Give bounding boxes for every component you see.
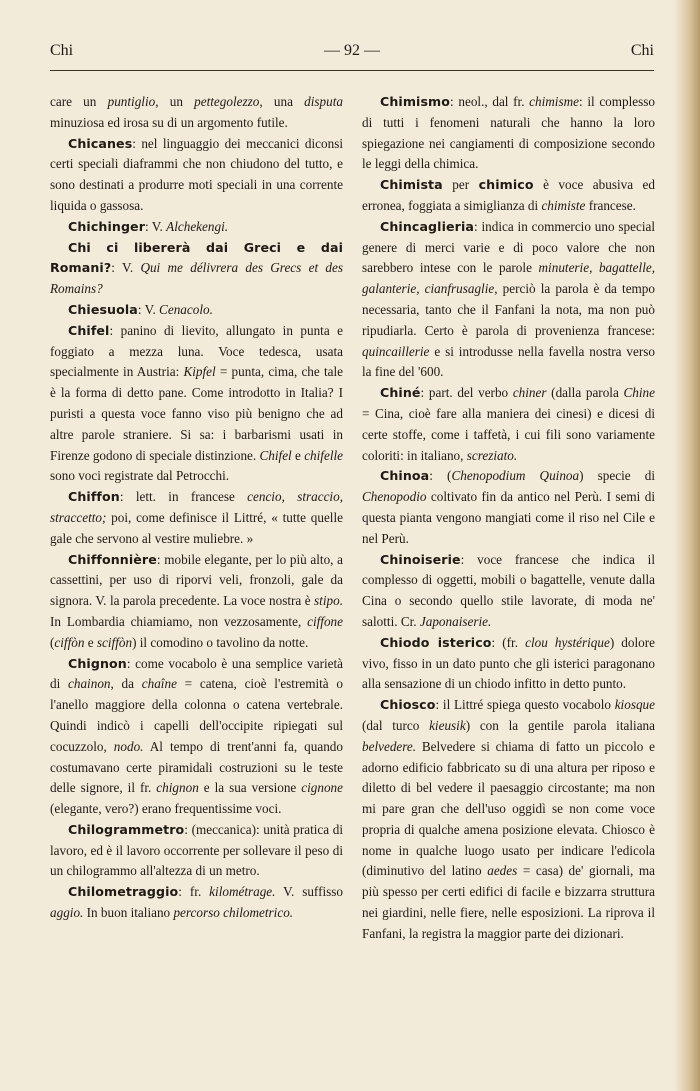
page-number: — 92 — bbox=[324, 42, 380, 59]
entry-text: e bbox=[291, 447, 305, 463]
italic-term: percorso chilometrico. bbox=[173, 905, 294, 921]
dictionary-entry bbox=[50, 238, 343, 300]
entry-text: minuziosa ed irosa su di un argomento futile. bbox=[50, 114, 288, 130]
italic-term: disputa bbox=[304, 94, 343, 109]
italic-term: chaîne bbox=[141, 676, 177, 692]
headword: Chiffon bbox=[68, 489, 120, 505]
dictionary-entry bbox=[50, 654, 343, 820]
entry-text: ) specie di bbox=[579, 468, 655, 484]
entry-text: per bbox=[442, 177, 479, 193]
entry-text: ) il comodino o tavolino da notte. bbox=[132, 634, 309, 650]
headword: Chignon bbox=[68, 655, 127, 671]
italic-term: Chine bbox=[623, 385, 655, 401]
entry-text: , bbox=[339, 489, 343, 505]
entry-text: è voce abusiva ed erronea, foggiata a simiglianza di bbox=[362, 177, 655, 213]
italic-term: stipo. bbox=[314, 593, 343, 609]
entry-text: : (meccanica): unità pratica di lavoro, ed è il lavoro occorrente per sollevare il peso di un chilogrammo all'altezza di un metro. bbox=[50, 821, 343, 879]
entry-text: : voce francese che indica il complesso di oggetti, mobili o bagattelle, venute dalla Cina o secondo quello stile lavorate, di moda ne' salotti. Cr. bbox=[362, 551, 655, 629]
entry-text: : V. bbox=[145, 218, 167, 234]
entry-text: : come vocabolo è una semplice varietà di bbox=[50, 655, 343, 692]
entry-text: : il complesso di tutti i fenomeni naturali che hanno la loro spiegazione nei cangiamenti di composizione secondo le leggi della chimica. bbox=[362, 94, 655, 172]
entry-text: : part. del verbo bbox=[420, 385, 513, 401]
italic-term: quincaillerie bbox=[362, 343, 430, 359]
entry-text: e bbox=[84, 634, 97, 650]
italic-term: chimisme bbox=[529, 94, 579, 109]
entry-text: : mobile elegante, per lo più alto, a cassettini, per uso di riporvi veli, fronzoli, gale da signora. V. la parola precedente. La voce nostra è bbox=[50, 551, 343, 609]
entry-text: : il Littré spiega questo vocabolo bbox=[435, 697, 615, 713]
entry-text: , da bbox=[110, 676, 142, 692]
italic-term: chiner bbox=[512, 385, 547, 401]
headword: chimico bbox=[478, 177, 534, 193]
italic-term: belvedere. bbox=[362, 738, 417, 754]
entry-text: : ( bbox=[429, 468, 452, 484]
italic-term: aggio. bbox=[50, 905, 84, 921]
headword: Chichinger bbox=[68, 218, 146, 234]
entry-text: , un bbox=[155, 94, 195, 109]
headword: Chicanes bbox=[68, 135, 133, 151]
italic-term: straccetto; bbox=[50, 509, 107, 525]
headword: Chiodo isterico bbox=[380, 634, 492, 650]
dictionary-entry bbox=[50, 550, 343, 654]
entry-text: : neol., dal fr. bbox=[450, 94, 530, 109]
header-left-word: Chi bbox=[50, 42, 74, 59]
dictionary-entry bbox=[50, 487, 343, 549]
entry-text: Al tempo di trent'anni fa, quando costumavano certe piramidali costruzioni su le teste delle signore, il fr. bbox=[50, 738, 343, 796]
dictionary-entry bbox=[362, 217, 655, 383]
entry-text: e si introdusse nella favella nostra verso la fine del '600. bbox=[362, 343, 655, 380]
italic-term: clou hystérique bbox=[525, 634, 610, 650]
italic-term: kilométrage. bbox=[209, 884, 276, 900]
entry-text: = catena, cioè l'estremità o l'anello maggiore della colonna o catena vertebrale. Quindi indicò i capelli dell'occipite ripiegati sul cocuzzolo, bbox=[50, 676, 343, 754]
dictionary-entry bbox=[50, 321, 343, 487]
dictionary-entry bbox=[50, 882, 343, 924]
italic-term: Chenopodio bbox=[362, 489, 427, 505]
entry-text: : panino di lievito, allungato in punta e foggiato a mezza luna. Voce tedesca, usata specialmente in Austria: bbox=[50, 322, 343, 380]
entry-text: sono voci registrate dal Petrocchi. bbox=[50, 468, 230, 484]
headword: Chilogrammetro bbox=[68, 821, 185, 837]
headword: Chiné bbox=[380, 385, 421, 401]
entry-text: V. suffisso bbox=[275, 884, 343, 900]
header-right-word: Chi bbox=[630, 42, 654, 59]
entry-text: e la sua versione bbox=[198, 780, 302, 796]
italic-term: Qui me délivrera des Grecs et des Romains? bbox=[50, 260, 343, 297]
italic-term: Chenopodium Quinoa bbox=[451, 468, 580, 484]
dictionary-entry bbox=[362, 550, 655, 633]
entry-continuation bbox=[50, 92, 343, 134]
italic-term: cencio, straccio bbox=[247, 489, 340, 505]
italic-term: sciffòn bbox=[96, 634, 133, 650]
entry-text: In buon italiano bbox=[83, 905, 174, 921]
headword: Chi ci libererà dai Greci e dai Romani? bbox=[50, 239, 343, 276]
entry-text: ) dolore vivo, fisso in un dato punto che gli isterici paragonano alla sensazione di un chiodo infitto in detto punto. bbox=[362, 634, 655, 692]
entry-text: = Cina, cioè fare alla maniera dei cinesi) e dicesi di certe stoffe, come i taffetà, i cui fili sono variamente coloriti: in italiano, bbox=[362, 405, 655, 463]
dictionary-entry bbox=[362, 175, 655, 217]
italic-term: cignone bbox=[301, 780, 343, 796]
entry-text: : nel linguaggio dei meccanici diconsi certi speciali diaframmi che non chiudono del tutto, e sono destinati a produrre moti speciali in una corrente liquida o gassosa. bbox=[50, 135, 343, 213]
italic-term: Kipfel bbox=[183, 364, 216, 380]
headword: Chinoiserie bbox=[380, 551, 461, 567]
italic-term: Chifel bbox=[259, 447, 292, 463]
dictionary-entry bbox=[362, 92, 655, 175]
italic-term: puntiglio bbox=[107, 94, 156, 109]
entry-text: In Lombardia chiamiamo, non vezzosamente, bbox=[50, 613, 308, 629]
dictionary-entry bbox=[50, 134, 343, 217]
italic-term: kieusik bbox=[429, 717, 466, 733]
entry-text: care un bbox=[50, 94, 108, 109]
entry-text: : lett. in francese bbox=[119, 489, 248, 505]
running-header bbox=[50, 42, 654, 64]
entry-text: = casa) de' giornali, ma più spesso per certi edifici di facile e bizzarra struttura nei giardini, nelle fiere, nelle esposizioni. La riprova il Fanfani, la registra la maggior parte dei dizionari. bbox=[362, 863, 655, 941]
italic-term: screziato. bbox=[466, 447, 518, 463]
italic-term: Japonaiserie. bbox=[419, 613, 492, 629]
italic-term: ciffone bbox=[307, 613, 343, 629]
italic-term: Alchekengi. bbox=[166, 218, 229, 234]
entry-text: : (fr. bbox=[491, 634, 526, 650]
left-column bbox=[50, 92, 343, 924]
headword: Chilometraggio bbox=[68, 884, 179, 900]
italic-term: chignon bbox=[156, 780, 199, 796]
italic-term: aedes bbox=[487, 863, 518, 879]
entry-text: : V. bbox=[111, 260, 141, 276]
italic-term: minuterie, bagattelle, galanterie, cianfrusaglie bbox=[362, 260, 656, 297]
entry-text: : indica in commercio uno special genere di merci varie e di poco valore che non sarebbero intese con le parole bbox=[362, 218, 655, 276]
headword: Chiosco bbox=[380, 697, 436, 713]
entry-text: (dal turco bbox=[362, 717, 430, 733]
page-edge-shading bbox=[674, 0, 700, 1091]
right-column bbox=[362, 92, 655, 945]
entry-text: coltivato fin da antico nel Perù. I semi di questa pianta vengono mangiati come il riso nel Cile e nel Perù. bbox=[362, 489, 655, 546]
italic-term: ciffòn bbox=[54, 634, 85, 650]
entry-text: : V. bbox=[137, 301, 160, 317]
headword: Chinoa bbox=[380, 468, 430, 484]
entry-text: poi, come definisce il Littré, « tutte quelle gale che servono al vestire muliebre. » bbox=[50, 509, 343, 546]
entry-text: , una bbox=[259, 94, 305, 109]
dictionary-entry bbox=[362, 383, 655, 466]
dictionary-entry bbox=[50, 217, 343, 238]
header-rule bbox=[50, 70, 654, 71]
headword: Chiffonnière bbox=[68, 551, 157, 567]
headword: Chimismo bbox=[380, 94, 451, 109]
dictionary-entry bbox=[50, 820, 343, 882]
italic-term: chimiste bbox=[541, 197, 586, 213]
headword: Chincaglieria bbox=[380, 218, 474, 234]
entry-text: : fr. bbox=[178, 884, 210, 900]
entry-text: francese. bbox=[585, 197, 636, 213]
italic-term: chainon bbox=[68, 676, 111, 692]
dictionary-entry bbox=[362, 695, 655, 945]
entry-text: Belvedere si chiama di fatto un piccolo e adorno edificio fabbricato su di una altura per riposo e diletto di bel vedere il paesaggio circostante; ma non mi pare gran che dell'uso oggidì se non come voce propria di qualche amena posizione elevata. Chiosco è nome in qualche luogo usato per indicare l'edicola (diminutivo del latino bbox=[362, 738, 655, 879]
entry-text: (elegante, vero?) erano frequentissime voci. bbox=[50, 801, 282, 817]
dictionary-entry bbox=[50, 300, 343, 321]
headword: Chiesuola bbox=[68, 301, 138, 317]
entry-text: = punta, cima, che tale è la forma di detto pane. Come introdotto in Italia? I puristi a questa voce fanno viso più benigno che ad altre parole straniere. Si sa: i barbarismi usati in Firenze godono di speciale distinzione. bbox=[50, 364, 343, 463]
entry-text: (dalla parola bbox=[546, 385, 624, 401]
italic-term: nodo. bbox=[113, 738, 144, 754]
italic-term: chifelle bbox=[304, 447, 343, 463]
entry-text: ) con la gentile parola italiana bbox=[465, 717, 655, 733]
entry-text: , perciò la parola è da tempo necessaria, tanto che il Fanfani la nota, ma non può ripudiarla. Certo è parola di provenienza francese: bbox=[362, 281, 655, 338]
dictionary-entry bbox=[362, 633, 655, 695]
italic-term: kiosque bbox=[614, 697, 655, 713]
dictionary-entry bbox=[362, 466, 655, 549]
headword: Chimista bbox=[380, 177, 443, 193]
italic-term: pettegolezzo bbox=[194, 94, 260, 109]
headword: Chifel bbox=[68, 322, 110, 338]
entry-text: ( bbox=[50, 634, 55, 650]
italic-term: Cenacolo. bbox=[159, 301, 213, 317]
